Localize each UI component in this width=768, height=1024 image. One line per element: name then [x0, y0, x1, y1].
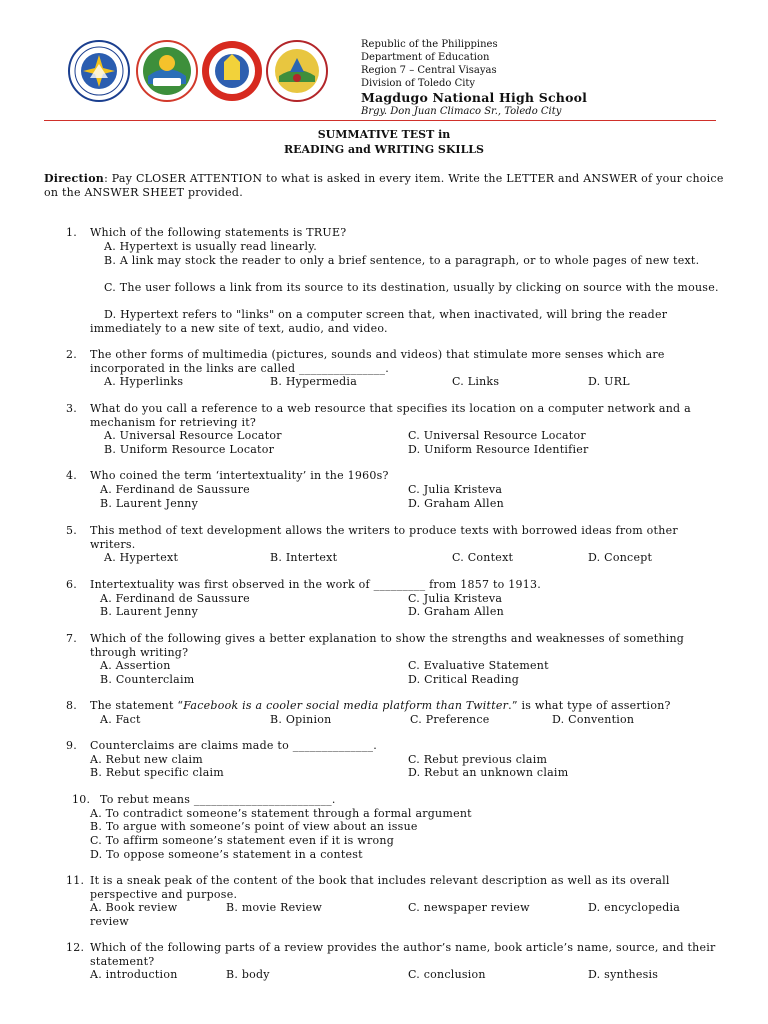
header-department: Department of Education	[361, 52, 490, 63]
question-stem	[90, 699, 730, 713]
option-d: D. synthesis	[588, 968, 659, 981]
option-d: D. To oppose someone’s statement in a contest	[90, 848, 363, 861]
question-number: 11.	[66, 874, 85, 887]
option-b: B. movie Review	[226, 901, 323, 914]
stem-quoted-statement: Facebook is a cooler social media platform than Twitter	[183, 699, 509, 712]
question-stem: The other forms of multimedia (pictures, sounds and videos) that stimulate more senses which are incorporated in the links are called _______________.	[90, 348, 665, 375]
school-address: Brgy. Don Juan Climaco Sr., Toledo City	[361, 106, 562, 117]
option-a: A. To contradict someone’s statement through a formal argument	[90, 807, 472, 820]
deped-seal-logo	[68, 40, 130, 102]
option-c: C. The user follows a link from its source to its destination, usually by clicking on source with the mouse.	[104, 281, 719, 294]
option-c: C. Rebut previous claim	[408, 753, 548, 766]
question-number: 9.	[66, 739, 77, 752]
option-a: A. Hypertext is usually read linearly.	[104, 240, 317, 253]
question-number: 10.	[72, 793, 91, 806]
option-d: D. URL	[588, 375, 630, 388]
question-number: 1.	[66, 226, 77, 239]
question-stem: Which of the following parts of a review provides the author’s name, book article’s name, source, and their statement?	[90, 941, 716, 968]
option-a: A. Universal Resource Locator	[104, 429, 282, 442]
option-a: A. Ferdinand de Saussure	[100, 592, 250, 605]
option-b: B. Uniform Resource Locator	[104, 443, 275, 456]
header-region: Region 7 – Central Visayas	[361, 65, 497, 76]
option-a: A. Rebut new claim	[90, 753, 203, 766]
option-c: C. To affirm someone’s statement even if it is wrong	[90, 834, 395, 847]
option-a: A. Book review	[90, 901, 178, 914]
option-d: D. Uniform Resource Identifier	[408, 443, 589, 456]
option-b: B. Rebut specific claim	[90, 766, 224, 779]
magdugo-nhs-logo	[266, 40, 328, 102]
question-number: 12.	[66, 941, 85, 954]
option-d: D. Graham Allen	[408, 605, 504, 618]
option-b: B. body	[226, 968, 270, 981]
direction-paragraph	[44, 172, 724, 199]
option-c: C. newspaper review	[408, 901, 530, 914]
option-a: A. Hyperlinks	[104, 375, 184, 388]
option-c: C. Preference	[410, 713, 490, 726]
division-toledo-logo	[201, 40, 263, 102]
option-d: D. Convention	[552, 713, 635, 726]
option-d: D. Hypertext refers to "links" on a computer screen that, when inactivated, will bring the reader immediately to a new site of text, audio, and video.	[90, 308, 668, 335]
option-b: B. Intertext	[270, 551, 338, 564]
test-subject: READING and WRITING SKILLS	[284, 143, 484, 156]
question-stem: What do you call a reference to a web resource that specifies its location on a computer network and a mechanism for retrieving it?	[90, 402, 691, 429]
option-d: D. Concept	[588, 551, 653, 564]
school-name: Magdugo National High School	[361, 90, 588, 105]
question-number: 6.	[66, 578, 77, 591]
option-a: A. Ferdinand de Saussure	[100, 483, 250, 496]
question-stem: Which of the following statements is TRUE?	[90, 226, 347, 239]
question-number: 5.	[66, 524, 77, 537]
option-c: C. Context	[452, 551, 514, 564]
question-number: 7.	[66, 632, 77, 645]
stem-text-start: The statement “	[90, 699, 184, 712]
question-stem: Who coined the term ‘intertextuality’ in the 1960s?	[90, 469, 389, 482]
option-b: B. Laurent Jenny	[100, 497, 199, 510]
header-divider	[44, 120, 716, 121]
option-b: B. A link may stock the reader to only a brief sentence, to a paragraph, or to whole pages of new text.	[104, 254, 700, 267]
question-stem: Counterclaims are claims made to ______________.	[90, 739, 377, 752]
option-a: A. Hypertext	[104, 551, 179, 564]
option-c: C. Julia Kristeva	[408, 483, 503, 496]
question-number: 8.	[66, 699, 77, 712]
question-stem: This method of text development allows the writers to produce texts with borrowed ideas from other writers.	[90, 524, 678, 551]
option-a: A. Fact	[100, 713, 141, 726]
option-b: B. Counterclaim	[100, 673, 195, 686]
option-c: C. Julia Kristeva	[408, 592, 503, 605]
option-d: D. Graham Allen	[408, 497, 504, 510]
option-a: A. Assertion	[100, 659, 171, 672]
question-number: 2.	[66, 348, 77, 361]
question-stem: It is a sneak peak of the content of the book that includes relevant description as well as its overall perspective and purpose.	[90, 874, 670, 901]
option-b: B. Laurent Jenny	[100, 605, 199, 618]
direction-label: Direction	[44, 172, 105, 185]
option-c: C. Evaluative Statement	[408, 659, 549, 672]
question-stem: Intertextuality was first observed in the work of _________ from 1857 to 1913.	[90, 578, 542, 591]
question-number: 3.	[66, 402, 77, 415]
question-stem: To rebut means ________________________.	[100, 793, 336, 806]
direction-text: : Pay CLOSER ATTENTION to what is asked in every item. Write the LETTER and ANSWER of your choice on the ANSWER SHEET provided.	[44, 172, 724, 199]
school-header	[361, 38, 587, 118]
stem-text-end: .” is what type of assertion?	[508, 699, 671, 712]
option-b: B. Hypermedia	[270, 375, 358, 388]
option-b: B. To argue with someone’s point of view about an issue	[90, 820, 418, 833]
header-republic: Republic of the Philippines	[361, 39, 498, 50]
question-number: 4.	[66, 469, 77, 482]
region-vii-logo	[136, 40, 198, 102]
option-a: A. introduction	[90, 968, 178, 981]
option-c: C. Universal Resource Locator	[408, 429, 586, 442]
option-d: D. Critical Reading	[408, 673, 520, 686]
header-division: Division of Toledo City	[361, 78, 476, 89]
option-b: B. Opinion	[270, 713, 332, 726]
option-d: D. encyclopedia review	[90, 901, 681, 928]
option-c: C. conclusion	[408, 968, 486, 981]
question-stem: Which of the following gives a better explanation to show the strengths and weaknesses of something through writing?	[90, 632, 685, 659]
option-d: D. Rebut an unknown claim	[408, 766, 569, 779]
test-title: SUMMATIVE TEST in	[317, 128, 451, 141]
option-c: C. Links	[452, 375, 500, 388]
